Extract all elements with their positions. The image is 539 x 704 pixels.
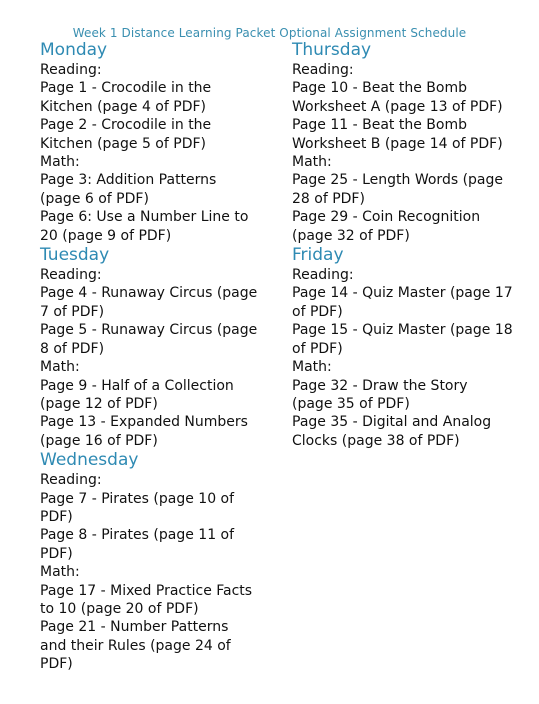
schedule-line: to 10 (page 20 of PDF) xyxy=(40,600,199,617)
schedule-line: Page 17 - Mixed Practice Facts xyxy=(40,582,253,599)
schedule-line: and their Rules (page 24 of xyxy=(40,637,231,654)
schedule-line: Reading: xyxy=(40,62,102,78)
schedule-line: Page 3: Addition Patterns xyxy=(40,172,217,189)
page-title: Week 1 Distance Learning Packet Optional Assignment Schedule xyxy=(72,26,467,40)
schedule-line: Reading: xyxy=(40,472,102,489)
schedule-line: Math: xyxy=(40,359,80,376)
schedule-line: Page 32 - Draw the Story xyxy=(292,377,468,394)
schedule-line: Kitchen (page 4 of PDF) xyxy=(40,98,206,115)
schedule-line: Page 11 - Beat the Bomb xyxy=(292,117,467,134)
right-column xyxy=(292,40,524,450)
schedule-line: Page 35 - Digital and Analog xyxy=(292,414,492,431)
schedule-line: of PDF) xyxy=(292,340,343,357)
schedule-line: Page 25 - Length Words (page xyxy=(292,172,504,189)
schedule-line: Page 15 - Quiz Master (page 18 xyxy=(292,322,513,339)
schedule-line: Math: xyxy=(40,154,80,171)
schedule-line: Reading: xyxy=(40,267,102,284)
schedule-line: Page 1 - Crocodile in the xyxy=(40,80,212,97)
schedule-line: Page 4 - Runaway Circus (page xyxy=(40,285,258,302)
schedule-line: (page 35 of PDF) xyxy=(292,395,410,412)
schedule-line: Page 14 - Quiz Master (page 17 xyxy=(292,285,513,302)
day-heading-thursday: Thursday xyxy=(292,40,372,60)
schedule-line: Page 21 - Number Patterns xyxy=(40,619,229,636)
schedule-line: Page 7 - Pirates (page 10 of xyxy=(40,490,235,507)
day-heading-friday: Friday xyxy=(292,245,344,266)
day-section-friday xyxy=(292,245,524,450)
schedule-line: Page 8 - Pirates (page 11 of xyxy=(40,527,235,544)
schedule-line: Page 29 - Coin Recognition xyxy=(292,209,481,226)
schedule-line: Math: xyxy=(292,359,332,376)
schedule-line: of PDF) xyxy=(292,303,343,320)
schedule-line: Math: xyxy=(40,564,80,581)
day-section-thursday xyxy=(292,40,524,245)
schedule-line: Kitchen (page 5 of PDF) xyxy=(40,135,206,152)
schedule-line: PDF) xyxy=(40,545,73,562)
schedule-line: PDF) xyxy=(40,656,73,673)
day-section-tuesday xyxy=(40,245,272,450)
schedule-line: Clocks (page 38 of PDF) xyxy=(292,432,460,449)
schedule-line: Page 9 - Half of a Collection xyxy=(40,377,234,394)
schedule-line: (page 6 of PDF) xyxy=(40,190,149,207)
schedule-line: PDF) xyxy=(40,508,73,525)
schedule-line: Page 5 - Runaway Circus (page xyxy=(40,322,258,339)
schedule-line: Page 13 - Expanded Numbers xyxy=(40,414,248,431)
schedule-line: Worksheet A (page 13 of PDF) xyxy=(292,98,503,115)
schedule-line: Page 2 - Crocodile in the xyxy=(40,117,212,134)
schedule-line: 8 of PDF) xyxy=(40,340,105,357)
schedule-line: Math: xyxy=(292,154,332,171)
schedule-line: (page 16 of PDF) xyxy=(40,432,158,449)
day-section-wednesday xyxy=(40,450,272,673)
schedule-line: (page 32 of PDF) xyxy=(292,227,410,244)
schedule-line: Worksheet B (page 14 of PDF) xyxy=(292,135,503,152)
schedule-line: Reading: xyxy=(292,62,354,78)
left-column xyxy=(40,40,272,674)
day-heading-tuesday: Tuesday xyxy=(40,245,110,266)
day-heading-wednesday: Wednesday xyxy=(40,450,139,471)
schedule-line: Page 10 - Beat the Bomb xyxy=(292,80,467,97)
day-section-monday xyxy=(40,40,272,245)
schedule-line: 20 (page 9 of PDF) xyxy=(40,227,172,244)
day-heading-monday: Monday xyxy=(40,40,108,60)
schedule-line: Page 6: Use a Number Line to xyxy=(40,209,249,226)
schedule-line: (page 12 of PDF) xyxy=(40,395,158,412)
schedule-line: 28 of PDF) xyxy=(292,190,365,207)
schedule-line: 7 of PDF) xyxy=(40,303,105,320)
schedule-line: Reading: xyxy=(292,267,354,284)
